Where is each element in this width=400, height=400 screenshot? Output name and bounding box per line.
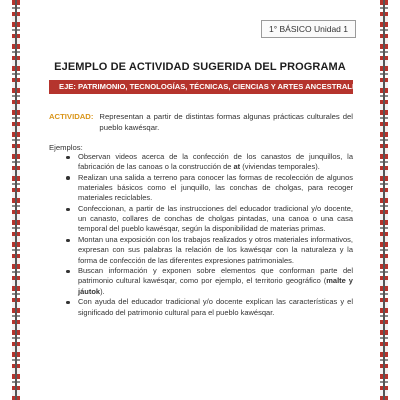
bullet-icon	[66, 176, 70, 180]
axis-banner: EJE: PATRIMONIO, TECNOLOGÍAS, TÉCNICAS, CIENCIAS Y ARTES ANCESTRALES	[49, 80, 353, 94]
bullet-icon	[66, 208, 70, 212]
list-item-text: Con ayuda del educador tradicional y/o docente explican las características y el significado del patrimonio cultural para el pueblo kawésqar.	[78, 297, 353, 317]
activity-label: ACTIVIDAD:	[49, 112, 94, 121]
right-decorative-border	[380, 0, 388, 400]
list-item-text: ).	[100, 286, 105, 296]
list-item	[64, 235, 353, 266]
list-item-text: Realizan una salida a terreno para conocer las formas de recolección de algunos materiales básicos como el junquillo, las conchas de cholgas, para recoger materiales reciclables.	[78, 172, 353, 203]
bullet-icon	[66, 270, 70, 274]
list-item-bold-text: at	[233, 162, 241, 172]
list-item-text: Montan una exposición con los trabajos realizados y otros materiales informativos, expresan con sus palabras la relación de los kawésqar con la naturaleza y la forma de confección de las diferentes expresiones patrimoniales.	[78, 235, 353, 265]
list-item-text: Observan videos acerca de la confección de los canastos de junquillos, la fabricación de las canoas o la construcción de	[78, 152, 353, 172]
list-item	[64, 204, 353, 235]
page-title: EJEMPLO DE ACTIVIDAD SUGERIDA DEL PROGRAMA	[54, 61, 346, 73]
activity-text: Representan a partir de distintas formas algunas prácticas culturales del pueblo kawésqar.	[99, 112, 353, 132]
bullet-icon	[66, 239, 70, 243]
list-item-text: (viviendas temporales).	[240, 162, 320, 172]
bullet-icon	[66, 301, 70, 305]
left-decorative-border	[12, 0, 20, 400]
unit-label-tab: 1° BÁSICO Unidad 1	[261, 20, 356, 38]
list-item	[64, 266, 353, 297]
activity-block	[49, 112, 353, 133]
list-item-bold-text: malte y jáutok	[78, 276, 353, 296]
list-item	[64, 152, 353, 172]
examples-label: Ejemplos:	[49, 143, 83, 152]
list-item	[64, 297, 353, 317]
bullet-icon	[66, 156, 70, 160]
examples-list	[64, 152, 353, 318]
list-item	[64, 173, 353, 204]
list-item-text: Confeccionan, a partir de las instrucciones del educador tradicional y/o docente, un canasto, collares de conchas de cholgas pintadas, una canoa o una casa temporal del pueblo kawésqar, según la disponibilidad de materias primas.	[78, 204, 353, 234]
list-item-text: Buscan información y exponen sobre elementos que conforman parte del patrimonio cultural kawésqar, como por ejemplo, el territorio geográfico (	[78, 266, 353, 286]
